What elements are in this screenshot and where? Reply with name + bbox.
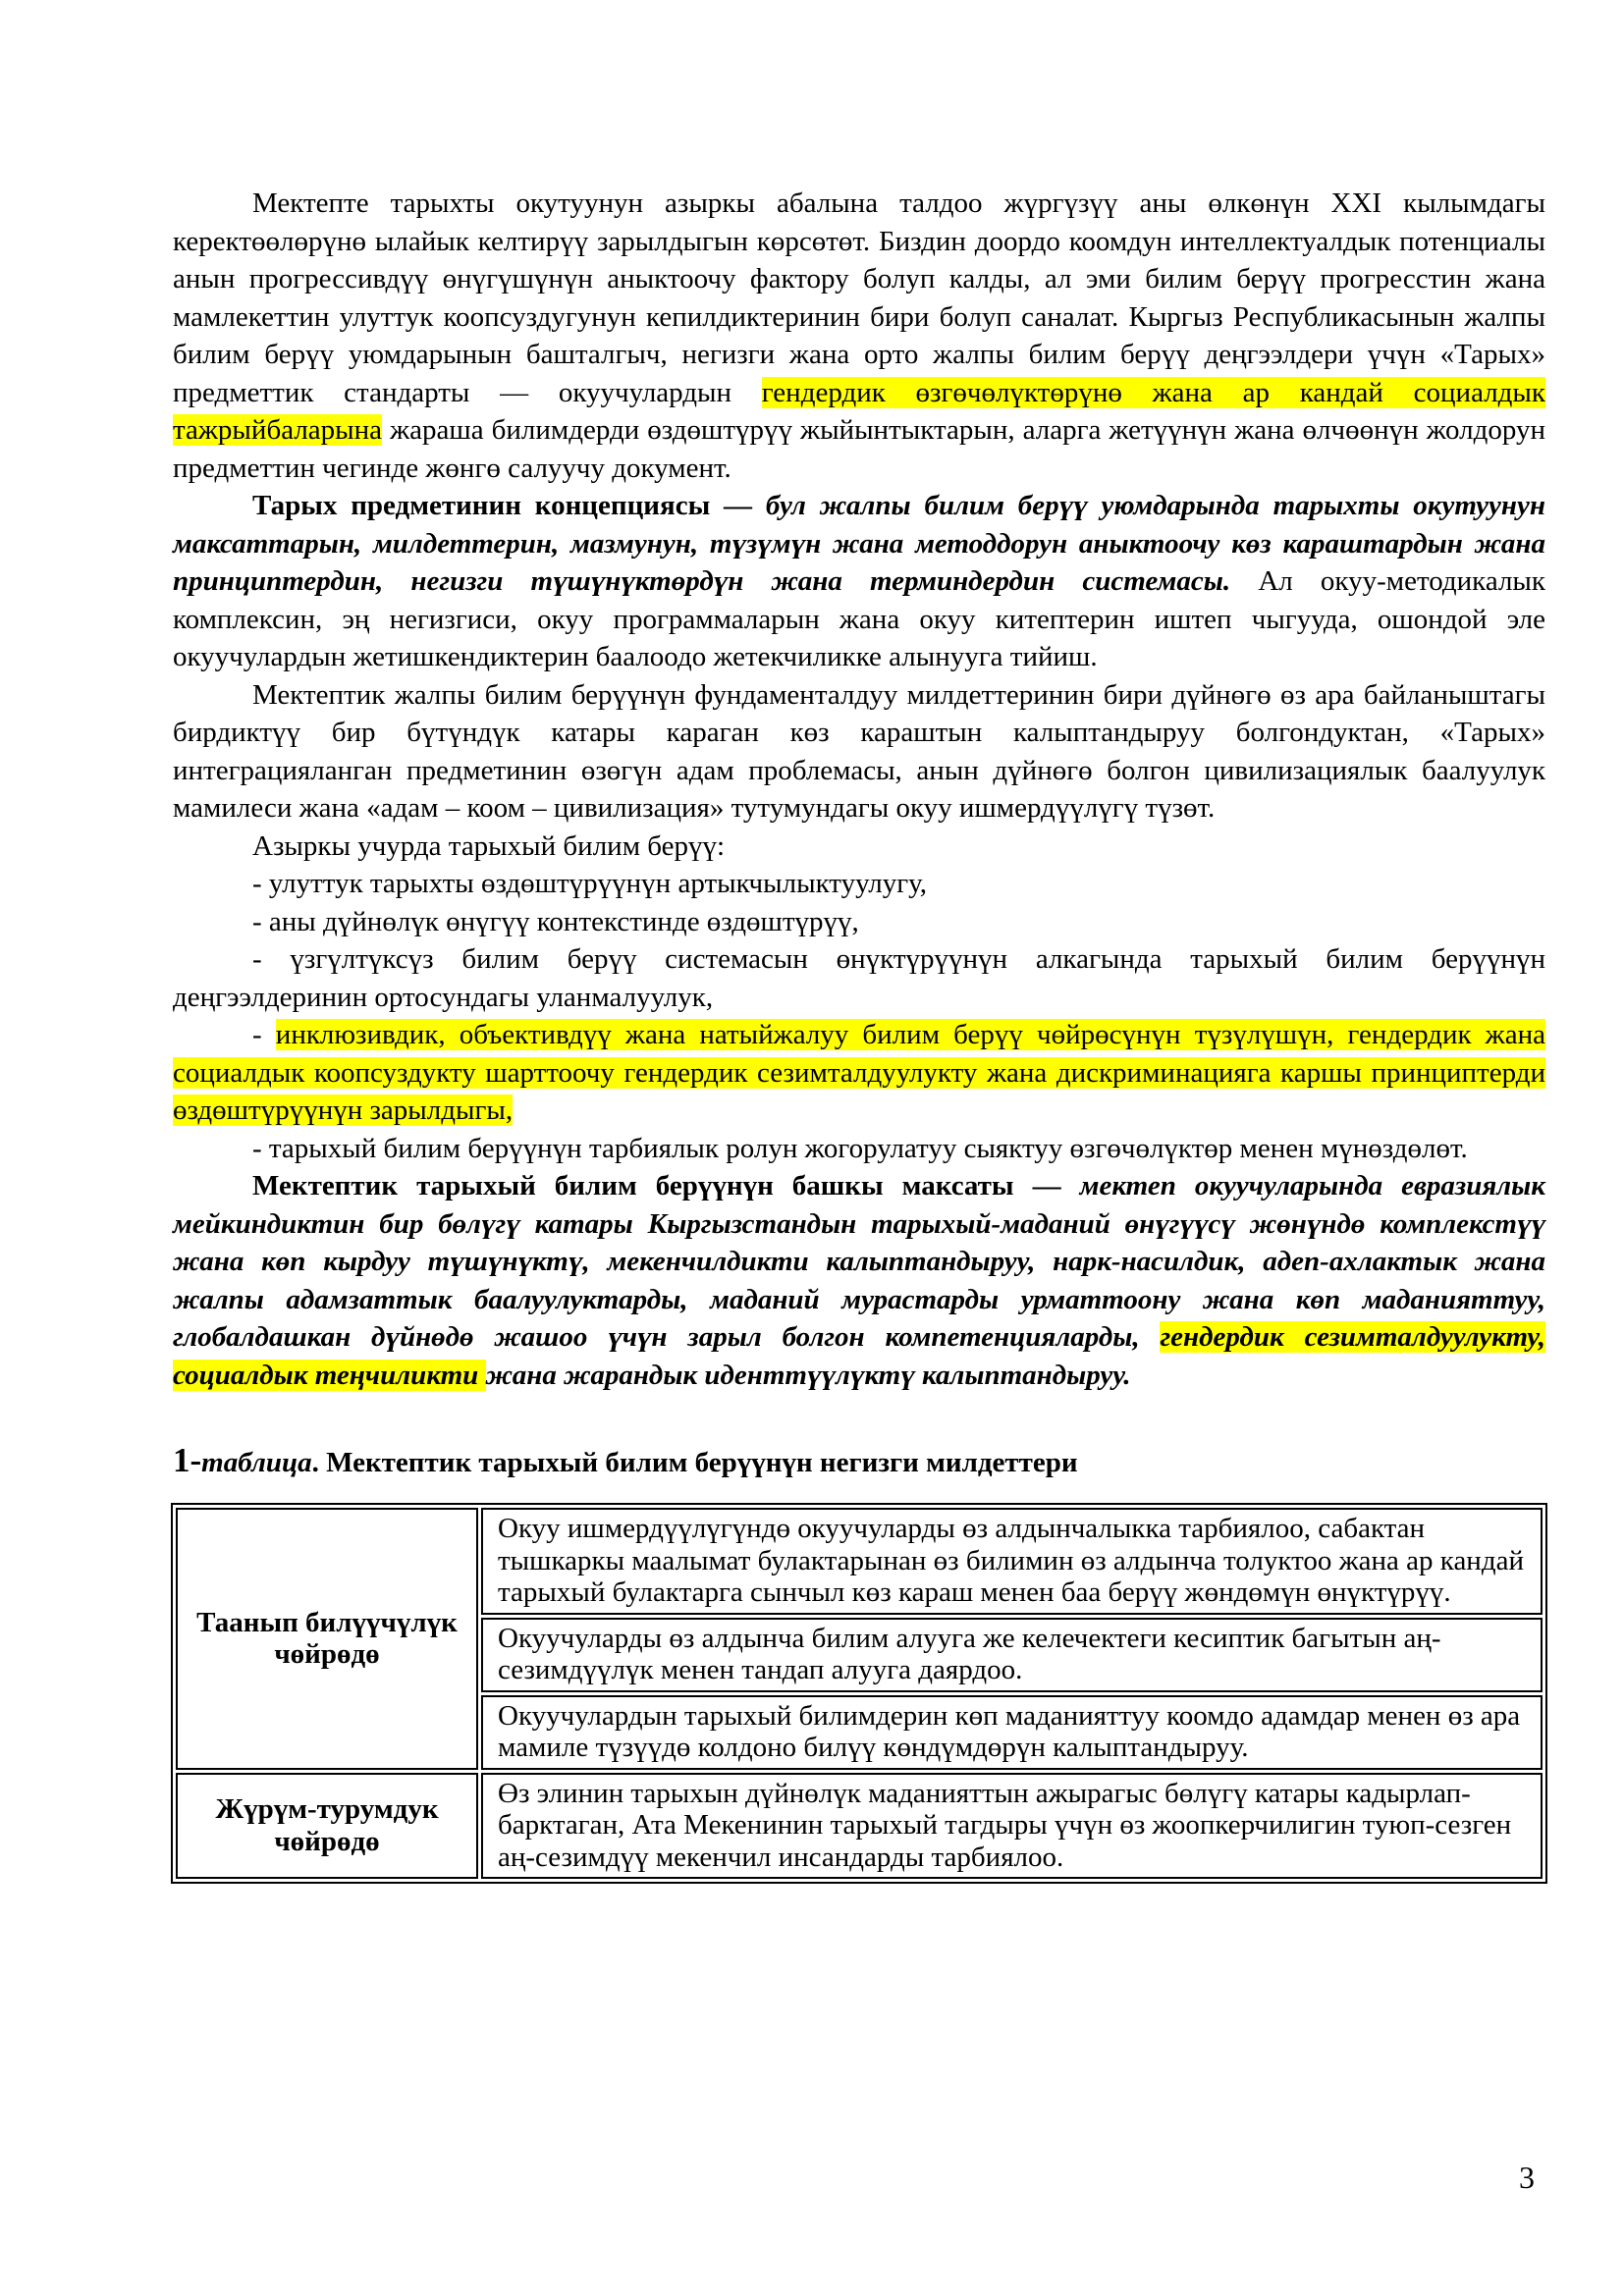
row-label-behavioral: Жүрүм-турумдук чөйрөдө [176, 1773, 478, 1880]
paragraph-fundamental: Мектептик жалпы билим берүүнүн фундаменталдуу милдеттеринин бири дүйнөгө өз ара байланыштагы бирдиктүү бир бүтүндүк катары караган көз караштын калыптандыруу болгондуктан, «Тарых» интеграцияланган предметинин өзөгүн адам проблемасы, анын дүйнөгө болгон цивилизациялык баалуулук мамилеси жана «адам – коом – цивилизация» тутумундагы окуу ишмердүүлүгү түзөт. [173, 678, 1545, 824]
paragraph-concept: Тарых предметинин концепциясы — бул жалпы билим берүү уюмдарында тарыхты окутуунун максаттарын, милдеттерин, мазмунун, түзүмүн жана методдорун аныктоочу көз караштардын жана принциптердин, негизги түшүнүктөрдүн жана терминдердин системасы. Ал окуу-методикалык комплексин, эң негизгиси, окуу программаларын жана окуу китептерин иштеп чыгууда, ошондой эле окуучулардын жетишкендиктерин баалоодо жетекчиликке алынууга тийиш. [173, 490, 1546, 672]
list-item: - үзгүлтүксүз билим берүү системасын өнүктүрүүнүн алкагында тарыхый билим берүүнүн деңгээлдеринин ортосундагы уланмалуулук, [173, 943, 1545, 1013]
table-caption: 1-таблица. Мектептик тарыхый билим берүүнүн негизги милдеттери [173, 1441, 1078, 1479]
row-label-cognitive: Таанып билүүчүлүк чөйрөдө [176, 1508, 478, 1770]
list-item: - аны дүйнөлүк өнүгүү контекстинде өздөштүрүү, [252, 905, 859, 937]
highlight-inclusive: инклюзивдик, объективдүү жана натыйжалуу билим берүү чөйрөсүнүн түзүлүшүн, гендердик жана социалдык коопсуздукту шарттоочу гендердик сезимталдуулукту жана дискриминацияга каршы принциптерди өздөштүрүүнүн зарылдыгы, [173, 1019, 1545, 1126]
table-row [176, 1773, 1543, 1880]
list-item: - инклюзивдик, объективдүү жана натыйжалуу билим берүү чөйрөсүнүн түзүлүшүн, гендердик жана социалдык коопсуздукту шарттоочу гендердик сезимталдуулукту жана дискриминацияга каршы принциптерди өздөштүрүүнүн зарылдыгы, [173, 1019, 1545, 1126]
document-body [173, 185, 1545, 1884]
table-row [176, 1508, 1543, 1615]
paragraph-intro: Мектепте тарыхты окутуунун азыркы абалына талдоо жүргүзүү аны өлкөнүн XXI кылымдагы керектөөлөрүнө ылайык келтирүү зарылдыгын көрсөтөт. Биздин доордо коомдун интеллектуалдык потенциалы анын прогрессивдүү өнүгүшүнүн аныктоочу фактору болуп калды, ал эми билим берүү прогресстин жана мамлекеттин улуттук коопсуздугунун кепилдиктеринин бири болуп саналат. Кыргыз Республикасынын жалпы билим берүү уюмдарынын башталгыч, негизги жана орто жалпы билим берүү деңгээлдери үчүн «Тарых» предметтик стандарты — окуучулардын гендердик өзгөчөлүктөрүнө жана ар кандай социалдык тажрыйбаларына жараша билимдерди өздөштүрүү жыйынтыктарын, аларга жетүүнүн жана өлчөөнүн жолдорун предметтин чегинде жөнгө салуучу документ. [173, 187, 1545, 484]
table-cell: Окуу ишмердүүлүгүндө окуучуларды өз алдынчалыкка тарбиялоо, сабактан тышкаркы маалымат булактарынан өз билимин өз алдынча толуктоо жана ар кандай тарыхый булактарга сынчыл көз караш менен баа берүү жөндөмүн өнүктүрүү. [481, 1508, 1543, 1615]
paragraph-list-intro: Азыркы учурда тарыхый билим берүү: [252, 829, 726, 862]
table-cell: Окуучуларды өз алдынча билим алууга же келечектеги кесиптик багытын аң-сезимдүүлүк менен тандап алууга даярдоо. [481, 1618, 1543, 1692]
table-cell: Окуучулардын тарыхый билимдерин көп маданияттуу коомдо адамдар менен өз ара мамиле түзүүдө колдоно билүү көндүмдөрүн калыптандыруу. [481, 1695, 1543, 1770]
page-number: 3 [1519, 2160, 1535, 2195]
paragraph-main-goal: Мектептик тарыхый билим берүүнүн башкы максаты — мектеп окуучуларында евразиялык мейкиндиктин бир бөлүгү катары Кыргызстандын тарыхый-маданий өнүгүүсү жөнүндө комплекстүү жана көп кырдуу түшүнүктү, мекенчилдикти калыптандыруу, нарк-насилдик, адеп-ахлактык жана жалпы адамзаттык баалуулуктарды, маданий мурастарды урматтоону жана көп маданияттуу, глобалдашкан дүйнөдө жашоо үчүн зарыл болгон компетенцияларды, гендердик сезимталдуулукту, социалдык теңчиликти жана жарандык иденттүүлүктү калыптандыруу. [173, 1170, 1546, 1391]
table-cell: Өз элинин тарыхын дүйнөлүк маданияттын ажырагыс бөлүгү катары кадырлап-барктаган, Ата Мекенинин тарыхый тагдыры үчүн өз жоопкерчилигин туюп-сезген аң-сезимдүү мекенчил инсандарды тарбиялоо. [481, 1773, 1543, 1880]
list-item: - улуттук тарыхты өздөштүрүүнүн артыкчылыктуулугу, [252, 868, 928, 899]
highlight-gender-sensitivity: гендердик сезимталдуулукту, социалдык теңчиликти [173, 1321, 1545, 1391]
highlight-gender-features: гендердик өзгөчөлүктөрүнө жана ар кандай социалдык тажрыйбаларына [173, 376, 1545, 446]
tasks-table [171, 1503, 1547, 1884]
list-item: - тарыхый билим берүүнүн тарбиялык ролун жогорулатуу сыяктуу өзгөчөлүктөр менен мүнөздөлөт. [252, 1132, 1468, 1164]
